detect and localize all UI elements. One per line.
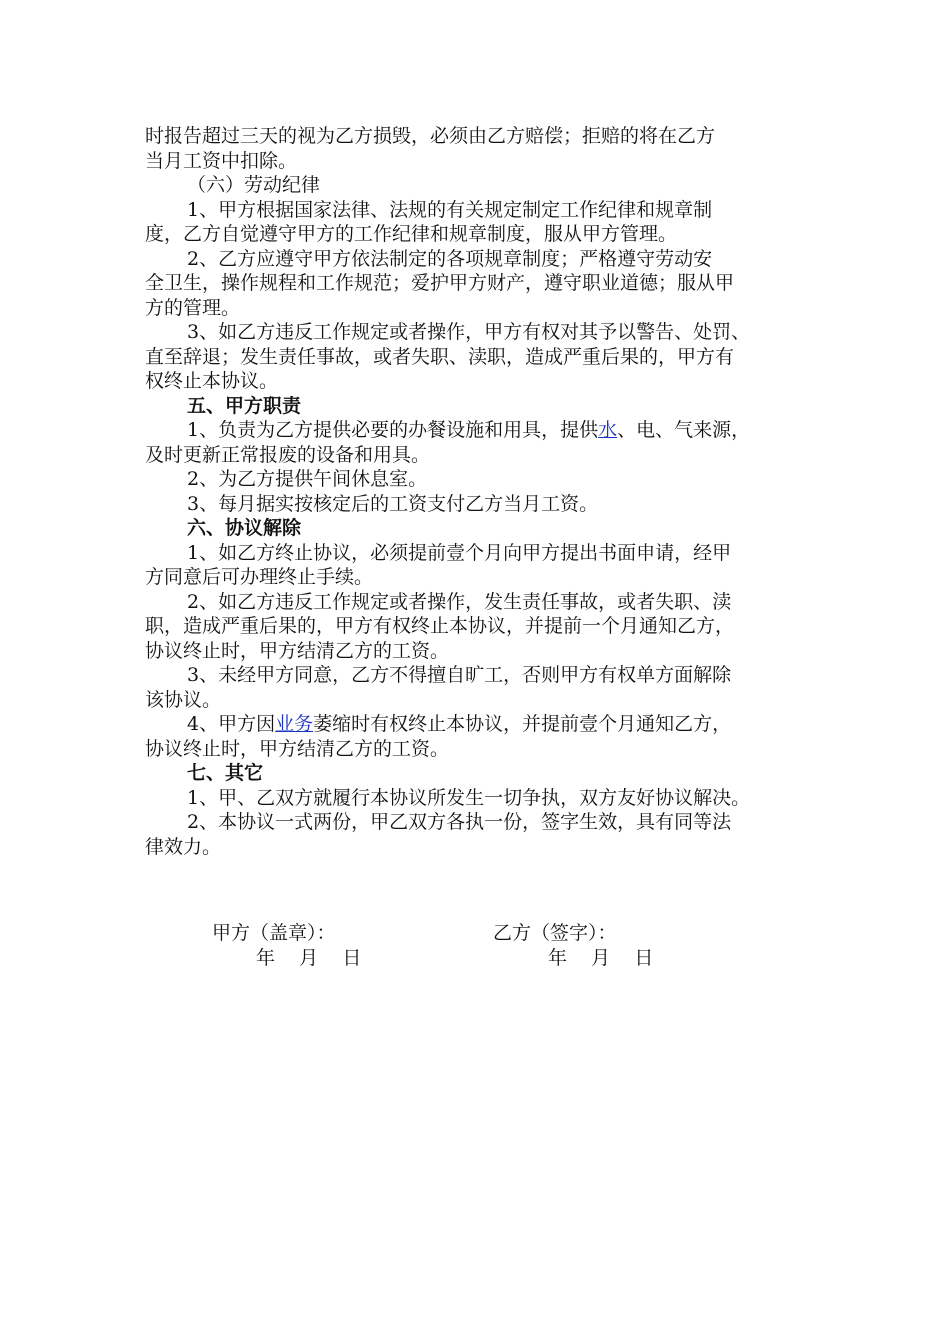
paragraph-line: 该协议。 [145, 688, 222, 711]
paragraph-line: 2、为乙方提供午间休息室。 [187, 468, 428, 490]
section-heading: 五、甲方职责 [187, 394, 302, 417]
party-a-seal-label: 甲方（盖章）： [212, 922, 336, 944]
line-text-after-link: 萎缩时有权终止本协议，并提前壹个月通知乙方， [313, 713, 732, 735]
paragraph-line: 2、乙方应遵守甲方依法制定的各项规章制度；严格遵守劳动安 [187, 247, 713, 270]
hyperlink[interactable]: 业务 [275, 713, 314, 735]
hyperlink[interactable]: 水 [598, 419, 618, 441]
paragraph-line: 及时更新正常报废的设备和用具。 [145, 443, 431, 466]
paragraph-line: 1、甲方根据国家法律、法规的有关规定制定工作纪律和规章制 [187, 198, 713, 221]
paragraph-line: 1、甲、乙双方就履行本协议所发生一切争执，双方友好协议解决。 [187, 786, 751, 809]
line-text-before-link: 1、负责为乙方提供必要的办餐设施和用具，提供 [187, 419, 599, 441]
section-heading: 六、协议解除 [187, 517, 302, 539]
paragraph-line: （六）劳动纪律 [187, 174, 321, 196]
paragraph-line: 3、如乙方违反工作规定或者操作，甲方有权对其予以警告、处罚、 [187, 321, 751, 343]
paragraph-line: 1、如乙方终止协议，必须提前壹个月向甲方提出书面申请，经甲 [187, 541, 732, 564]
party-b-date: 年 月 日 [548, 947, 654, 969]
paragraph-line: 职，造成严重后果的，甲方有权终止本协议，并提前一个月通知乙方， [145, 615, 735, 637]
paragraph-line: 直至辞退；发生责任事故，或者失职、渎职，造成严重后果的，甲方有 [145, 345, 735, 368]
party-b-sign-label: 乙方（签字）： [493, 922, 617, 944]
paragraph-line: 律效力。 [145, 835, 222, 858]
paragraph-line: 3、未经甲方同意，乙方不得擅自旷工，否则甲方有权单方面解除 [187, 664, 732, 686]
document-body [145, 124, 810, 859]
paragraph-line: 时报告超过三天的视为乙方损毁，必须由乙方赔偿；拒赔的将在乙方 [145, 125, 716, 147]
paragraph-line: 度，乙方自觉遵守甲方的工作纪律和规章制度，服从甲方管理。 [145, 223, 678, 245]
line-text-before-link: 4、甲方因 [187, 713, 276, 735]
paragraph-line: 方的管理。 [145, 296, 241, 319]
paragraph-line [145, 712, 810, 737]
paragraph-line: 方同意后可办理终止手续。 [145, 566, 374, 588]
paragraph-line: 2、本协议一式两份，甲乙双方各执一份，签字生效，具有同等法 [187, 811, 732, 833]
paragraph-line: 3、每月据实按核定后的工资支付乙方当月工资。 [187, 492, 599, 515]
line-text-after-link: 、电、气来源， [617, 419, 751, 441]
paragraph-line: 2、如乙方违反工作规定或者操作，发生责任事故，或者失职、渎 [187, 590, 732, 613]
party-a-date: 年 月 日 [256, 947, 362, 969]
paragraph-line: 权终止本协议。 [145, 370, 279, 392]
paragraph-line: 协议终止时，甲方结清乙方的工资。 [145, 737, 450, 760]
paragraph-line: 当月工资中扣除。 [145, 149, 298, 172]
paragraph-line: 全卫生，操作规程和工作规范；爱护甲方财产，遵守职业道德；服从甲 [145, 272, 735, 294]
section-heading: 七、其它 [187, 762, 264, 784]
paragraph-line: 协议终止时，甲方结清乙方的工资。 [145, 639, 450, 662]
paragraph-line [145, 418, 810, 443]
